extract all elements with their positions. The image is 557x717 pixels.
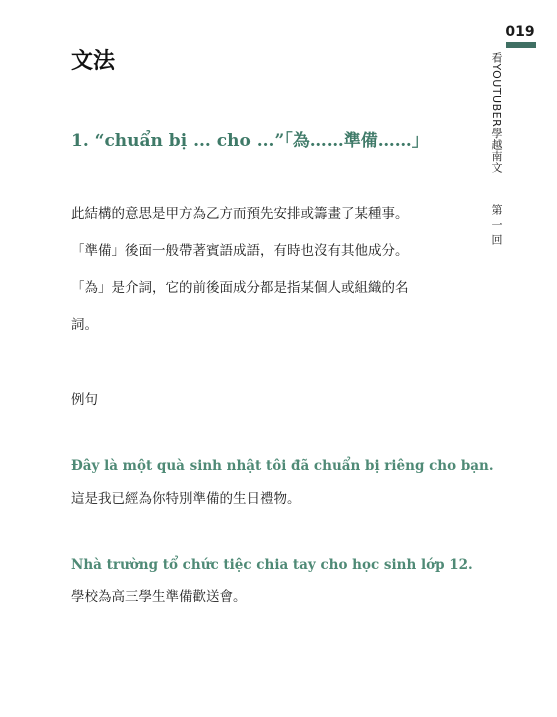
example-vietnamese: Nhà trường tổ chức tiệc chia tay cho học sinh lớp 12. [71, 557, 473, 573]
example-chinese: 學校為高三學生準備歡送會。 [71, 589, 247, 605]
page-number-bar [506, 42, 536, 48]
example-chinese: 這是我已經為你特別準備的生日禮物。 [71, 491, 301, 507]
explanation-line: 此結構的意思是甲方為乙方而預先安排或籌畫了某種事。 [71, 206, 409, 222]
explanation-line: 詞。 [71, 317, 98, 333]
grammar-point-heading: 1. “chuẩn bị ... cho ...”「為……準備……」 [71, 131, 429, 151]
running-header-title: 看YOUTUBER學越南文 [490, 52, 503, 174]
page-number: 019 [505, 24, 535, 40]
running-header-chapter: 第一回 [490, 204, 503, 249]
explanation-line: 「準備」後面一般帶著賓語成語，有時也沒有其他成分。 [71, 243, 409, 259]
example-vietnamese: Đây là một quà sinh nhật tôi đã chuẩn bị riêng cho bạn. [71, 458, 494, 474]
explanation-line: 「為」是介詞，它的前後面成分都是指某個人或組織的名 [71, 280, 409, 296]
page-title: 文法 [71, 49, 116, 74]
examples-label: 例句 [71, 392, 98, 408]
